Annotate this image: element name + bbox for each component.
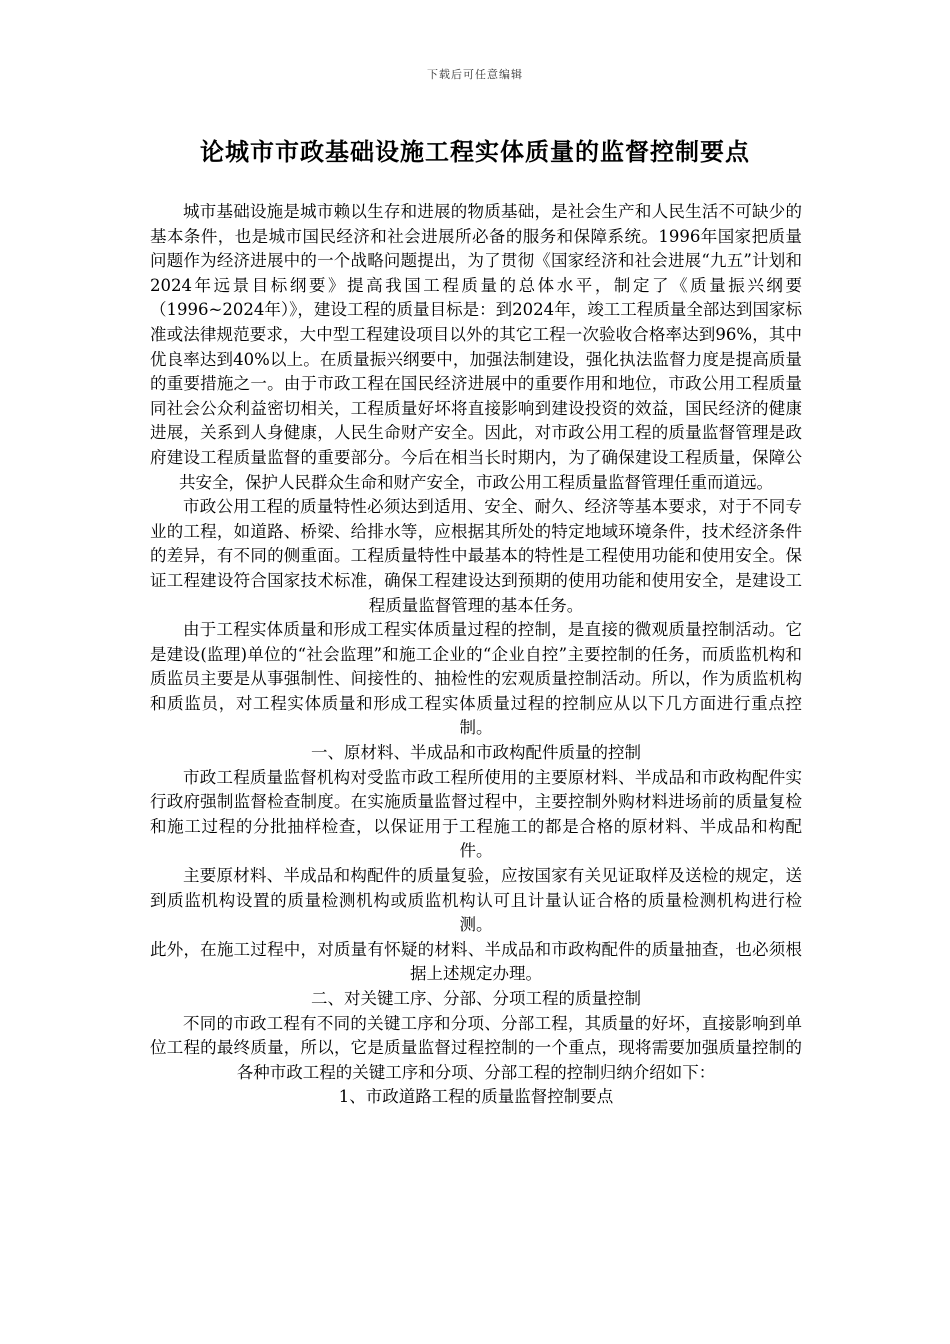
paragraph-quality-characteristics: 市政公用工程的质量特性必须达到适用、安全、耐久、经济等基本要求，对于不同专业的工程，如道路、桥梁、给排水等，应根据其所处的特定地域环境条件，技术经济条件的差异，有不同的侧重面。工程质量特性中最基本的特性是工程使用功能和使用安全。保证工程建设符合国家技术标准，确保工程建设达到预期的使用功能和使用安全，是建设工程质量监督管理的基本任务。 xyxy=(150,497,802,615)
paragraph-intro: 城市基础设施是城市赖以生存和进展的物质基础，是社会生产和人民生活不可缺少的基本条件，也是城市国民经济和社会进展所必备的服务和保障系统。1996年国家把质量问题作为经济进展中的一个战略问题提出，为了贯彻《国家经济和社会进展“九五”计划和2024年远景目标纲要》提高我国工程质量的总体水平，制定了《质量振兴纲要（1996~2024年）》，建设工程的质量目标是：到2024年，竣工工程质量全部达到国家标准或法律规范要求，大中型工程建设项目以外的其它工程一次验收合格率达到96%，其中优良率达到40%以上。在质量振兴纲要中，加强法制建设，强化执法监督力度是提高质量的重要措施之一。由于市政工程在国民经济进展中的重要作用和地位，市政公用工程质量同社会公众利益密切相关，工程质量好坏将直接影响到建设投资的效益，国民经济的健康进展，关系到人身健康，人民生命财产安全。因此，对市政公用工程的质量监督管理是政府建设工程质量监督的重要部分。今后在相当长时期内，为了确保建设工程质量，保障公共安全，保护人民群众生命和财产安全，市政公用工程质量监督管理任重而道远。 xyxy=(150,202,802,492)
section-heading-key-processes: 二、对关键工序、分部、分项工程的质量控制 xyxy=(311,989,641,1008)
document-title: 论城市市政基础设施工程实体质量的监督控制要点 xyxy=(200,137,750,166)
subsection-heading-roads: 1、市政道路工程的质量监督控制要点 xyxy=(338,1087,614,1107)
paragraph-control-scope: 由于工程实体质量和形成工程实体质量过程的控制，是直接的微观质量控制活动。它是建设(监理)单位的“社会监理”和施工企业的“企业自控”主要控制的任务，而质监机构和质监员主要是从事强制性、间接性的、抽检性的宏观质量控制活动。所以，作为质监机构和质监员，对工程实体质量和形成工程实体质量过程的控制应从以下几方面进行重点控制。 xyxy=(150,620,802,738)
document-body xyxy=(150,200,802,1110)
paragraph-materials-inspection: 市政工程质量监督机构对受监市政工程所使用的主要原材料、半成品和市政构配件实行政府强制监督检查制度。在实施质量监督过程中，主要控制外购材料进场前的质量复检和施工过程的分批抽样检查，以保证用于工程施工的都是合格的原材料、半成品和构配件。 xyxy=(150,767,802,861)
paragraph-materials-retest: 主要原材料、半成品和构配件的质量复验，应按国家有关见证取样及送检的规定，送到质监机构设置的质量检测机构或质监机构认可且计量认证合格的质量检测机构进行检测。 xyxy=(150,866,802,935)
paragraph-construction-spot-check: 此外，在施工过程中，对质量有怀疑的材料、半成品和市政构配件的质量抽查，也必须根据上述规定办理。 xyxy=(150,939,802,984)
paragraph-key-processes: 不同的市政工程有不同的关键工序和分项、分部工程，其质量的好坏，直接影响到单位工程的最终质量，所以，它是质量监督过程控制的一个重点，现将需要加强质量控制的各种市政工程的关键工序和分项、分部工程的控制归纳介绍如下： xyxy=(150,1013,802,1082)
section-heading-materials: 一、原材料、半成品和市政构配件质量的控制 xyxy=(311,743,641,763)
header-note: 下载后可任意编辑 xyxy=(427,68,523,81)
